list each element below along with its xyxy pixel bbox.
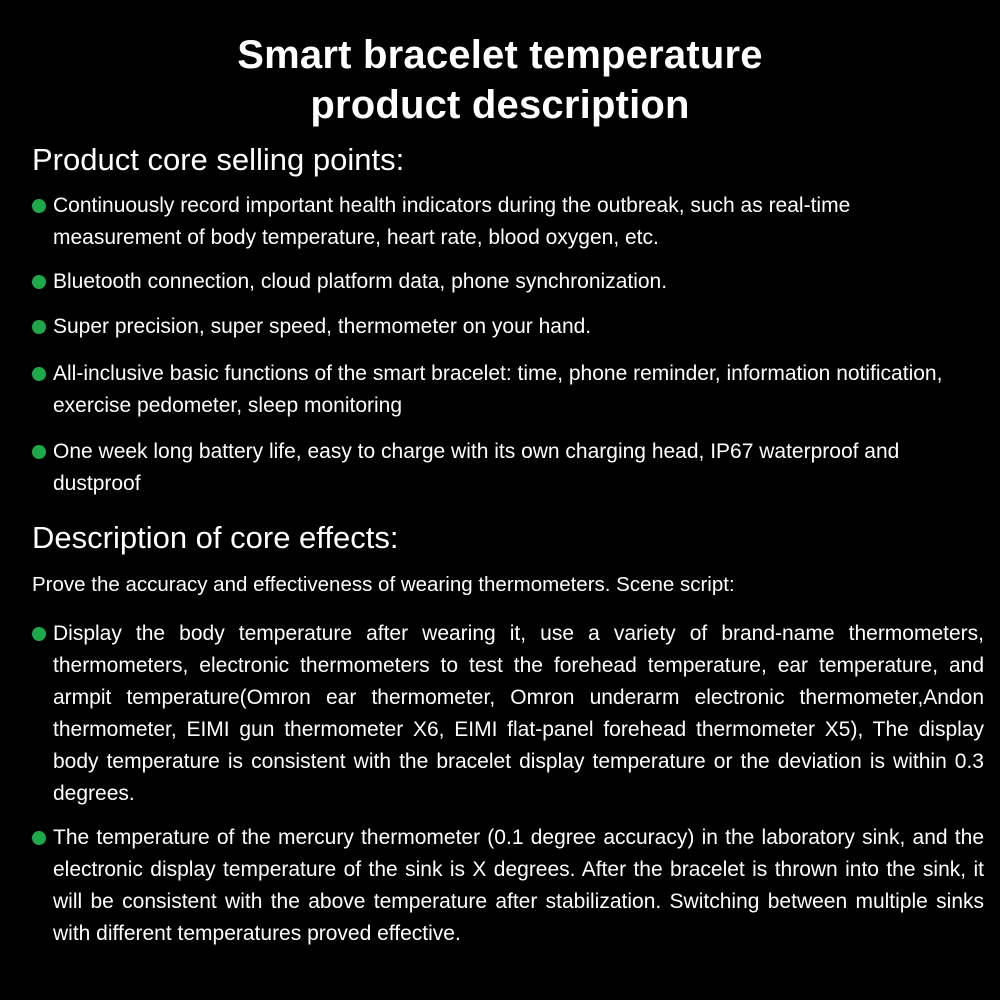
list-item-text: Super precision, super speed, thermometer on your hand.	[53, 315, 592, 338]
list-item	[30, 358, 984, 422]
bullet-dot-icon	[32, 627, 46, 641]
title-line-2: product description	[310, 83, 690, 127]
intro-text: Prove the accuracy and effectiveness of wearing thermometers. Scene script:	[32, 573, 735, 596]
list-item	[30, 436, 984, 500]
bullet-dot-icon	[32, 199, 46, 213]
bullet-dot-icon	[32, 831, 46, 845]
list-item-text: Display the body temperature after wearing it, use a variety of brand-name thermometers, thermometers, electronic thermometers to test the forehead temperature, ear temperature, and armpit temperature(Omron ear thermometer, Omron underarm electronic thermometer,Andon thermometer, EIMI gun thermometer X6, EIMI flat-panel forehead thermometer X5), The display body temperature is consistent with the bracelet display temperature or the deviation is within 0.3 degrees.	[53, 622, 984, 805]
list-item	[30, 822, 984, 950]
page-title	[0, 30, 1000, 130]
selling-points-heading: Product core selling points:	[32, 142, 405, 177]
bullet-dot-icon	[32, 320, 46, 334]
list-item-text: The temperature of the mercury thermometer (0.1 degree accuracy) in the laboratory sink, and the electronic display temperature of the sink is X degrees. After the bracelet is thrown into the sink, it will be consistent with the above temperature after stabilization. Switching between multiple sinks with different temperatures proved effective.	[53, 826, 984, 945]
list-item	[30, 190, 984, 254]
list-item	[30, 618, 984, 810]
title-line-1: Smart bracelet temperature	[237, 33, 763, 77]
list-item-text: One week long battery life, easy to charge with its own charging head, IP67 waterproof and dustproof	[53, 440, 900, 495]
bullet-dot-icon	[32, 445, 46, 459]
core-effects-heading: Description of core effects:	[32, 520, 399, 555]
list-item	[30, 311, 984, 343]
list-item-text: Continuously record important health indicators during the outbreak, such as real-time measurement of body temperature, heart rate, blood oxygen, etc.	[53, 194, 851, 249]
list-item	[30, 266, 984, 298]
list-item-text: All-inclusive basic functions of the smart bracelet: time, phone reminder, information notification, exercise pedometer, sleep monitoring	[53, 362, 943, 417]
bullet-dot-icon	[32, 275, 46, 289]
list-item-text: Bluetooth connection, cloud platform data, phone synchronization.	[53, 270, 668, 293]
bullet-dot-icon	[32, 367, 46, 381]
